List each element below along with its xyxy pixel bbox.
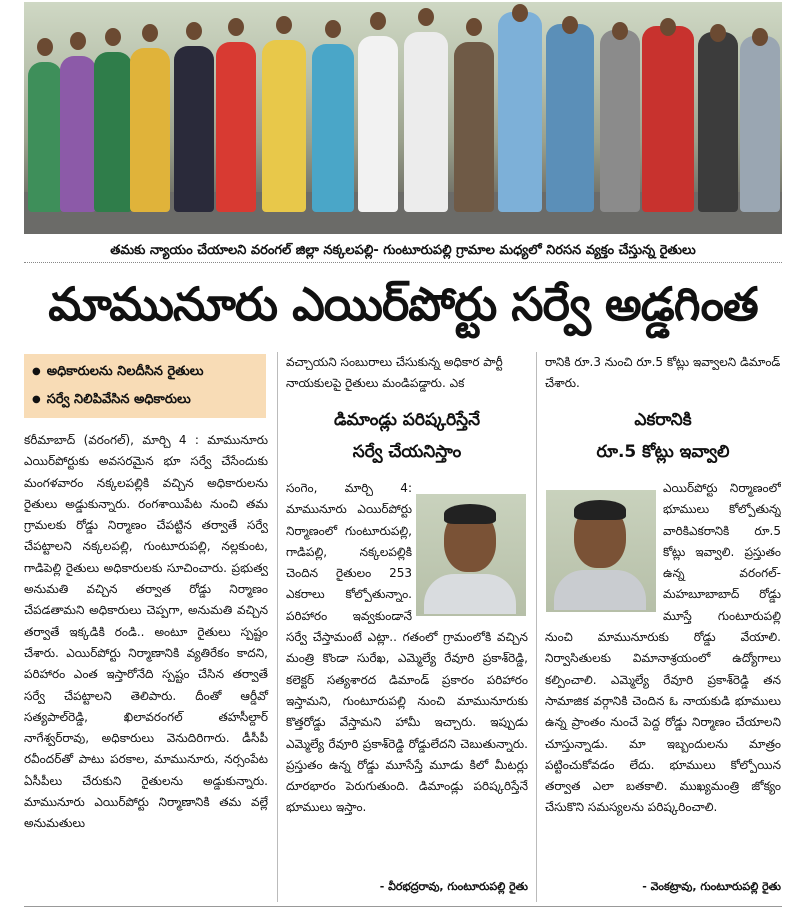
bottom-rule (24, 906, 782, 907)
farmer-quote-2 (545, 478, 781, 878)
protester (698, 32, 738, 212)
protester (404, 32, 448, 212)
protester (600, 30, 640, 212)
protester (60, 56, 96, 212)
highlight-item: ● అధికారులను నిలదీసిన రైతులు (32, 358, 258, 386)
column-divider (536, 352, 537, 902)
protester (130, 48, 170, 212)
protester (94, 52, 132, 212)
main-article-column (24, 430, 268, 835)
byline-farmer-1: - వీరభద్రరావు, గుంటూరుపల్లి రైతు (379, 880, 528, 893)
protester (174, 46, 214, 212)
photo-caption: తమకు న్యాయం చేయాలని వరంగల్ జిల్లా నక్కలపల్లి- గుంటూరుపల్లి గ్రామాల మధ్యలో నిరసన వ్యక్తం చేస్తున్న రైతులు (24, 240, 782, 263)
protest-photo (24, 2, 782, 234)
protester (262, 40, 306, 212)
protester (740, 36, 780, 212)
column-divider (277, 352, 278, 902)
protester (642, 26, 694, 212)
farmer-quote-1 (286, 478, 528, 878)
subheading-farmer-1: డిమాండ్లు పరిష్కరిస్తేనే సర్వే చేయనిస్తాం (333, 410, 481, 462)
protester (358, 36, 398, 212)
protester (216, 42, 256, 212)
protester (28, 62, 62, 212)
photographer (498, 12, 542, 212)
continued-text: రానికి రూ.3 నుంచి రూ.5 కోట్లు ఇవ్వాలని డిమాండ్ చేశారు. (545, 355, 781, 390)
byline-farmer-2: - వెంకట్రావు, గుంటూరుపల్లి రైతు (642, 880, 781, 893)
highlight-item: ● సర్వే నిలిపివేసిన అధికారులు (32, 386, 258, 414)
subheading-farmer-2: ఎకరానికి రూ.5 కోట్లు ఇవ్వాలి (596, 410, 730, 462)
protester (546, 24, 594, 212)
protester (312, 44, 354, 212)
farmer-quote-text: ఎయిర్‌పోర్టు నిర్మాణంలో భూములు కోల్పోతున్న వారికిఎకరానికి రూ.5 కోట్లు ఇవ్వాలి. ప్రస్తుతం ఉన్న వరంగల్-మహబూబాబాద్ రోడ్డు మూస్తే గుంటూరుపల్లి నుంచి మామునూరుకు రోడ్డు వేయాలి. నిర్వాసితులకు విమానాశ్రయంలో ఉద్యోగాలు కల్పించాలి. ఎమ్మెల్యే రేవూరి ప్రకాశ్‌రెడ్డి తన సామాజిక వర్గానికి చెందిన ఓ నాయకుడి భూములు ఉన్న ప్రాంతం నుంచే పెద్ద రోడ్డు నిర్మాణం చేయాలని చూస్తున్నాడు. మా ఇబ్బందులను మాత్రం పట్టించుకోవడం లేదు. భూములు కోల్పోయిన తర్వాత ఎలా బతకాలి. ముఖ్యమంత్రి జోక్యం చేసుకొని సమస్యలను పరిష్కరించాలి. (545, 481, 781, 815)
headline: మామునూరు ఎయిర్‌పోర్టు సర్వే అడ్డగింత (48, 277, 758, 331)
continued-text: వచ్చాయని సంబురాలు చేసుకున్న అధికార పార్టీ నాయకులపై రైతులు మండిపడ్డారు. ఎక (286, 355, 503, 390)
main-article-text: కరీమాబాద్ (వరంగల్), మార్చి 4 : మామునూరు ఎయిర్‌పోర్టుకు అవసరమైన భూ సర్వే చేసేందుకు మంగళవారం నక్కలపల్లికి వచ్చిన అధికారులను రైతులు అడ్డుకున్నారు. రంగశాయిపేట నుంచి తమ గ్రామలకు రోడ్డు నిర్మాణం చేపట్టిన తర్వాతే సర్వే చేపట్టాలని నక్కలపల్లి, గుంటూరుపల్లి, నల్లకుంట, గాడిపెల్లి రైతులు అధికారులకు సూచించారు. ప్రభుత్వ అనుమతి వచ్చిన తర్వాత రోడ్డు నిర్మాణం చేపడతామని అధికారులు చెప్పగా, అనుమతి వచ్చిన తర్వాతే ఇక్కడికి రండి.. అంటూ రైతులు స్పష్టం చేశారు. ఎయిర్‌పోర్టు నిర్మాణానికి వ్యతిరేకం కాదని, పరిహారం ఎంత ఇస్తారోనేది స్పష్టం చేసిన తర్వాతే సర్వే చేపట్టాలని తెలిపారు. దీంతో ఆర్డీవో సత్యపాల్‌రెడ్డి, ఖిలావరంగల్ తహసీల్దార్ నాగేశ్వర్‌రావు, అధికారులు వెనుదిరిగారు. డీసీపీ రవీందర్‌తో పాటు పరకాల, మామునూరు, నర్సంపేట ఏసీపీలు చేరుకుని రైతులను అడ్డుకున్నారు. మామునూరు ఎయిర్‌పోర్టు నిర్మాణానికి తమ వల్లే అనుమతులు (24, 433, 268, 831)
highlights-box (24, 354, 266, 418)
farmer-quote-text: సంగెం, మార్చి 4: మామునూరు ఎయిర్‌పోర్టు నిర్మాణంలో గుంటూరుపల్లి, గాడిపల్లి, నక్కలపల్లికి చెందిన రైతులం 253 ఎకరాలు కోల్పోతున్నాం. పరిహారం ఇవ్వకుండానే సర్వే చేస్తామంటే ఎట్లా.. గతంలో గ్రామంలోకి వచ్చిన మంత్రి కొండా సురేఖ, ఎమ్మెల్యే రేవూరి ప్రకాశ్‌రెడ్డి, కలెక్టర్ సత్యశారద డిమాండ్ ప్రకారం పరిహారం ఇస్తామని, గుంటూరుపల్లి నుంచి మామునూరుకు కొత్తరోడ్డు వేస్తామని హామీ ఇచ్చారు. ఇప్పుడు ఎమ్మెల్యే రేవూరి ప్రకాశ్‌రెడ్డి రోడ్డులేదని చెబుతున్నారు. ప్రస్తుతం ఉన్న రోడ్డు మూసేస్తే మూడు కిలో మీటర్లు దూరభారం పెరుగుతుంది. డిమాండ్లు పరిష్కరిస్తేనే భూములు ఇస్తాం. (286, 481, 528, 815)
protester (454, 42, 494, 212)
